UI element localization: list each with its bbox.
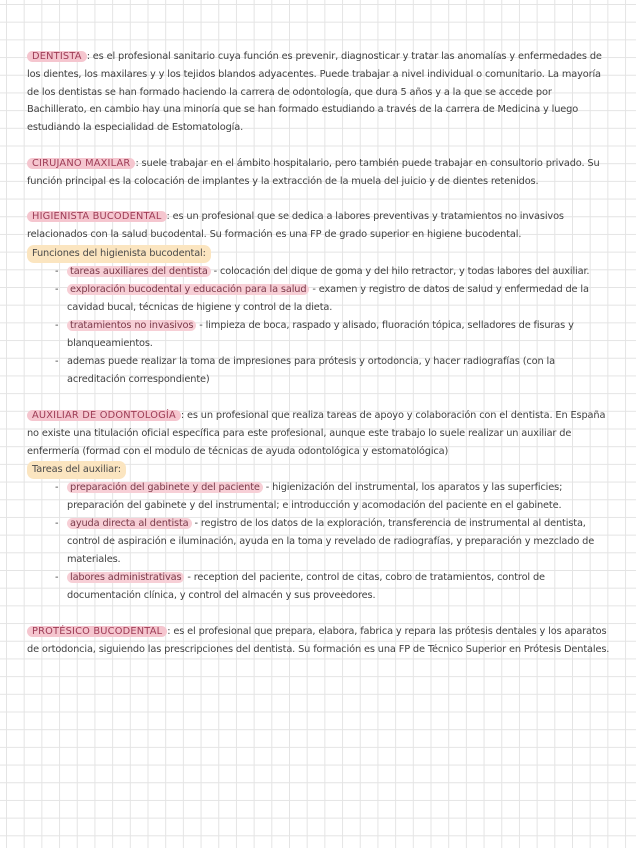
item-highlight: exploración bucodental y educación para la salud — [67, 284, 309, 295]
item-highlight: ayuda directa al dentista — [67, 518, 192, 529]
list-item — [55, 281, 611, 317]
section-higienista — [27, 208, 611, 388]
higienista-functions-list — [27, 263, 611, 389]
bullet-dash: - — [55, 572, 59, 584]
auxiliar-paragraph — [27, 407, 611, 460]
dentista-term: DENTISTA — [27, 51, 87, 62]
section-auxiliar — [27, 407, 611, 605]
item-text: - reception del paciente, control de citas, cobro de tratamientos, control de documentación clínica, y control del almacén y sus proveedores. — [67, 572, 545, 601]
item-highlight: labores administrativas — [67, 572, 184, 583]
item-text: - colocación del dique de goma y del hilo retractor, y todas labores del auxiliar. — [210, 265, 590, 277]
section-protesico — [27, 623, 611, 659]
bullet-dash: - — [55, 482, 59, 494]
item-text: - limpieza de boca, raspado y alisado, fluoración tópica, selladores de fisuras y blanqueamientos. — [67, 319, 574, 349]
dentista-paragraph — [27, 48, 611, 137]
higienista-subhead: Funciones del higienista bucodental: — [27, 245, 211, 263]
item-highlight: tratamientos no invasivos — [67, 320, 196, 331]
item-highlight: tareas auxiliares del dentista — [67, 266, 211, 277]
item-text: - examen y registro de datos de salud y enfermedad de la cavidad bucal, técnicas de higiene y control de la dieta. — [67, 283, 589, 313]
item-text: - registro de los datos de la exploración, transferencia de instrumental al dentista, control de aspiración e iluminación, ayuda en la toma y revelado de radiografías, y preparación y mezclado de materiales. — [67, 518, 595, 565]
list-item — [55, 353, 611, 389]
section-dentista — [27, 48, 611, 137]
dentista-text: : es el profesional sanitario cuya función es prevenir, diagnosticar y tratar las anomalías y enfermedades de los dientes, los maxilares y y los tejidos blandos adyacentes. Puede trabajar a nivel individual o comunitario. La mayoría de los dentistas se han formado haciendo la carrera de odontología, que dura 5 años y a la que se accede por Bachillerato, en cambio hay una minoría que se han formado estudiando a través de la carrera de Medicina y luego estudiando la especialidad de Estomatología. — [27, 51, 602, 134]
bullet-dash: - — [55, 319, 59, 331]
item-highlight: preparación del gabinete y del paciente — [67, 482, 263, 493]
bullet-dash: - — [55, 518, 59, 530]
auxiliar-subhead: Tareas del auxiliar: — [27, 461, 126, 479]
list-item — [55, 479, 611, 515]
list-item — [55, 569, 611, 605]
bullet-dash: - — [55, 356, 59, 368]
cirujano-paragraph — [27, 155, 611, 191]
auxiliar-term: AUXILIAR DE ODONTOLOGÍA — [27, 410, 181, 421]
list-item — [55, 515, 611, 568]
bullet-dash: - — [55, 283, 59, 295]
protesico-paragraph — [27, 623, 611, 659]
list-item — [55, 317, 611, 353]
item-text: ademas puede realizar la toma de impresiones para prótesis y ortodoncia, y hacer radiografías (con la acreditación correspondiente) — [67, 356, 555, 385]
cirujano-text: : suele trabajar en el ámbito hospitalario, pero también puede trabajar en consultorio privado. Su función principal es la colocación de implantes y la extracción de la muela del juicio y de dientes retenidos. — [27, 157, 600, 187]
higienista-paragraph — [27, 208, 611, 244]
bullet-dash: - — [55, 265, 59, 277]
cirujano-term: CIRUJANO MAXILAR — [27, 158, 135, 169]
notes-page — [27, 48, 611, 659]
auxiliar-text: : es un profesional que realiza tareas de apoyo y colaboración con el dentista. En España no existe una titulación oficial específica para este profesional, aunque este trabajo lo suele realizar un auxiliar de enfermería (formad con el modulo de técnicas de ayuda odontológica y estomatológica) — [27, 409, 606, 457]
protesico-text: : es el profesional que prepara, elabora, fabrica y repara las prótesis dentales y los aparatos de ortodoncia, siguiendo las prescripciones del dentista. Su formación es una FP de Técnico Superior en Prótesis Dentales. — [27, 626, 610, 655]
protesico-term: PROTÉSICO BUCODENTAL — [27, 626, 167, 637]
list-item — [55, 263, 611, 281]
section-cirujano — [27, 155, 611, 191]
item-text: - higienización del instrumental, los aparatos y las superficies; preparación del gabinete y del instrumental; e introducción y acomodación del paciente en el gabinete. — [67, 482, 563, 511]
higienista-term: HIGIENISTA BUCODENTAL — [27, 211, 167, 222]
higienista-text: : es un profesional que se dedica a labores preventivas y tratamientos no invasivos relacionados con la salud bucodental. Su formación es una FP de grado superior en higiene bucodental. — [27, 211, 564, 240]
auxiliar-tasks-list — [27, 479, 611, 605]
